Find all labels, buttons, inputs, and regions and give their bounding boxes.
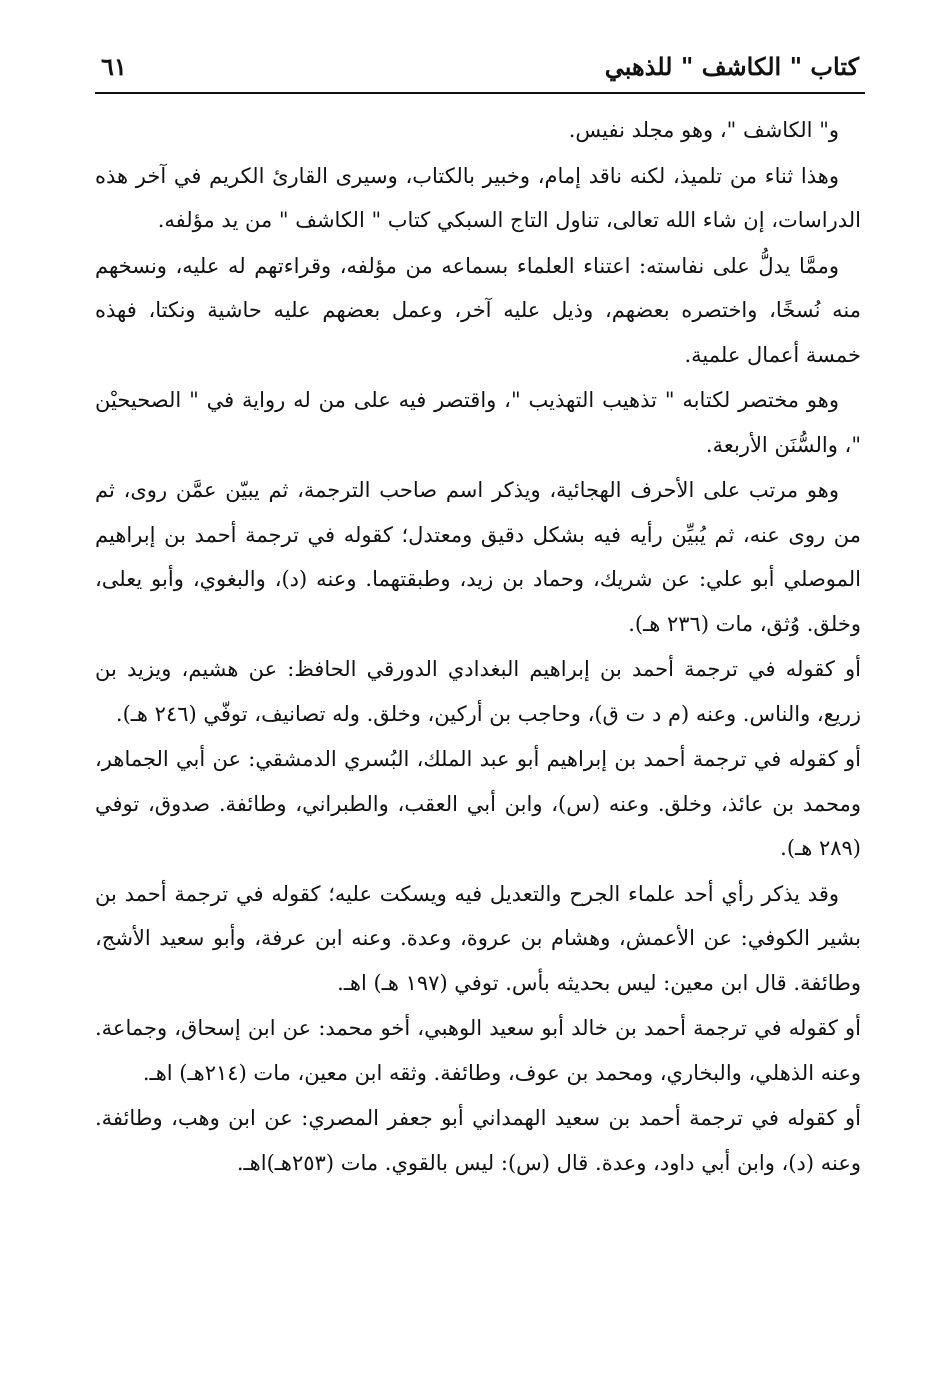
paragraph: وهو مرتب على الأحرف الهجائية، ويذكر اسم صاحب الترجمة، ثم يبيّن عمَّن روى، ثم من روى عنه، ثم يُبيِّن رأيه فيه بشكل دقيق ومعتدل؛ كقوله في ترجمة أحمد بن إبراهيم الموصلي أبو علي: عن شريك، وحماد بن زيد، وطبقتهما. وعنه (د)، والبغوي، وأبو يعلى، وخلق. وُثق، مات (٢٣٦ هـ). bbox=[95, 478, 861, 636]
paragraph: أو كقوله في ترجمة أحمد بن سعيد الهمداني أبو جعفر المصري: عن ابن وهب، وطائفة. وعنه (د)، وابن أبي داود، وعدة. قال (س): ليس بالقوي. مات (٢٥٣هـ)اهـ. bbox=[95, 1106, 861, 1175]
body-text bbox=[95, 108, 865, 1185]
paragraph: أو كقوله في ترجمة أحمد بن إبراهيم أبو عبد الملك، البُسري الدمشقي: عن أبي الجماهر، ومحمد بن عائذ، وخلق. وعنه (س)، وابن أبي العقب، والطبراني، وطائفة. صدوق، توفي (٢٨٩ هـ). bbox=[95, 747, 861, 860]
document-page bbox=[95, 52, 865, 1186]
paragraph: وهو مختصر لكتابه " تذهيب التهذيب "، واقتصر فيه على من له رواية في " الصحيحيْن "، والسُّنَن الأربعة. bbox=[95, 388, 861, 457]
running-title: كتاب " الكاشف " للذهبي bbox=[604, 52, 859, 81]
paragraph: وهذا ثناء من تلميذ، لكنه ناقد إمام، وخبير بالكتاب، وسيرى القارئ الكريم في آخر هذه الدراسات، إن شاء الله تعالى، تناول التاج السبكي كتاب " الكاشف " من يد مؤلفه. bbox=[95, 163, 861, 232]
page-header bbox=[95, 52, 865, 90]
paragraph: وممَّا يدلُّ على نفاسته: اعتناء العلماء بسماعه من مؤلفه، وقراءتهم له عليه، ونسخهم منه نُسخًا، واختصره بعضهم، وذيل عليه آخر، وعمل بعضهم عليه حاشية ونكتا، فهذه خمسة أعمال علمية. bbox=[95, 253, 861, 367]
paragraph: أو كقوله في ترجمة أحمد بن إبراهيم البغدادي الدورقي الحافظ: عن هشيم، ويزيد بن زريع، والناس. وعنه (م د ت ق)، وحاجب بن أركين، وخلق. وله تصانيف، توفّي (٢٤٦ هـ). bbox=[95, 657, 861, 726]
header-divider bbox=[95, 92, 865, 94]
page-number: ٦١ bbox=[101, 52, 127, 81]
paragraph: و" الكاشف "، وهو مجلد نفيس. bbox=[568, 118, 839, 142]
paragraph: وقد يذكر رأي أحد علماء الجرح والتعديل فيه ويسكت عليه؛ كقوله في ترجمة أحمد بن بشير الكوفي: عن الأعمش، وهشام بن عروة، وعدة. وعنه ابن عرفة، وأبو سعيد الأشج، وطائفة. قال ابن معين: ليس بحديثه بأس. توفي (١٩٧ هـ) اهـ. bbox=[95, 881, 861, 995]
paragraph: أو كقوله في ترجمة أحمد بن خالد أبو سعيد الوهبي، أخو محمد: عن ابن إسحاق، وجماعة. وعنه الذهلي، والبخاري، ومحمد بن عوف، وطائفة. وثقه ابن معين، مات (٢١٤هـ) اهـ. bbox=[95, 1016, 861, 1085]
